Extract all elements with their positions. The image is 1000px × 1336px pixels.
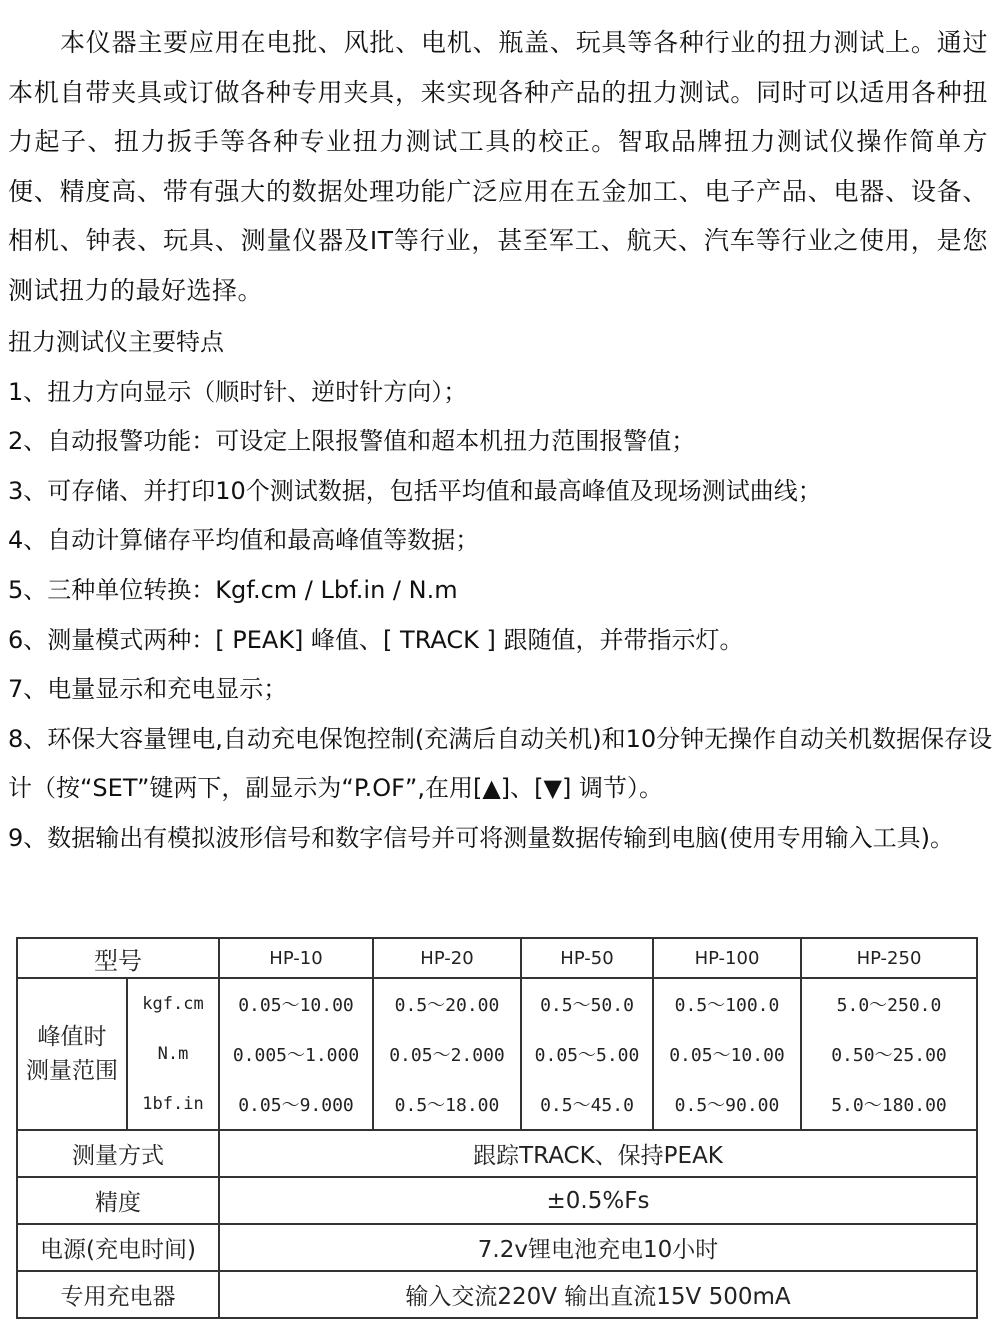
feature-item: 1、扭力方向显示（顺时针、逆时针方向）； [8,377,468,406]
feature-item: 9、数据输出有模拟波形信号和数字信号并可将测量数据传输到电脑(使用专用输入工具)。 [8,823,954,852]
range-value: 0.50～25.00 [801,1029,977,1079]
range-value: 0.5～50.0 [521,978,653,1029]
spec-label: 电源(充电时间) [17,1224,219,1271]
feature-item: 2、自动报警功能：可设定上限报警值和超本机扭力范围报警值； [8,427,696,456]
range-value: 5.0～180.00 [801,1079,977,1130]
feature-item: 5、三种单位转换：Kgf.cm / Lbf.in / N.m [8,575,458,604]
model-cell: HP-20 [373,938,521,978]
spec-value: 7.2v锂电池充电10小时 [219,1224,977,1271]
model-cell: HP-250 [801,938,977,978]
spec-table [16,937,978,1319]
unit-cell: N.m [127,1029,219,1079]
range-value: 0.05～10.00 [653,1029,801,1079]
range-row [17,1029,977,1079]
range-value: 0.5～90.00 [653,1079,801,1130]
spec-row [17,1271,977,1318]
spec-label: 专用充电器 [17,1271,219,1318]
spec-row [17,1224,977,1271]
model-cell: HP-50 [521,938,653,978]
feature-item: 6、测量模式两种：[ PEAK] 峰值、[ TRACK ] 跟随值，并带指示灯。 [8,625,744,654]
spec-row [17,1177,977,1224]
range-value: 0.05～9.000 [219,1079,373,1130]
range-label [17,978,127,1130]
spec-value: 输入交流220V 输出直流15V 500mA [219,1271,977,1318]
spec-value: 跟踪TRACK、保持PEAK [219,1130,977,1177]
range-label-line: 峰值时 [37,1024,107,1050]
feature-item: 3、可存储、并打印10个测试数据，包括平均值和最高峰值及现场测试曲线； [8,476,822,505]
features-heading: 扭力测试仪主要特点 [8,328,224,356]
range-value: 0.05～10.00 [219,978,373,1029]
features-section [8,318,993,864]
range-value: 0.005～1.000 [219,1029,373,1079]
unit-cell: 1bf.in [127,1079,219,1130]
range-value: 0.5～18.00 [373,1079,521,1130]
range-value: 0.5～100.0 [653,978,801,1029]
spec-label: 测量方式 [17,1130,219,1177]
intro-paragraph: 本仪器主要应用在电批、风批、电机、瓶盖、玩具等各种行业的扭力测试上。通过本机自带夹具或订做各种专用夹具，来实现各种产品的扭力测试。同时可以适用各种扭力起子、扭力扳手等各种专业扭力测试工具的校正。智取品牌扭力测试仪操作简单方便、精度高、带有强大的数据处理功能广泛应用在五金加工、电子产品、电器、设备、相机、钟表、玩具、测量仪器及IT等行业，甚至军工、航天、汽车等行业之使用，是您测试扭力的最好选择。 [8,28,988,305]
model-cell: HP-100 [653,938,801,978]
range-value: 0.05～5.00 [521,1029,653,1079]
model-label: 型号 [17,938,219,978]
range-label-line: 测量范围 [26,1058,118,1084]
table-header-row [17,938,977,978]
range-value: 0.5～45.0 [521,1079,653,1130]
feature-item: 8、环保大容量锂电,自动充电保饱控制(充满后自动关机)和10分钟无操作自动关机数据保存设计（按“SET”键两下，副显示为“P.OF”,在用[▲]、[▼] 调节）。 [8,724,993,803]
spec-label: 精度 [17,1177,219,1224]
feature-item: 4、自动计算储存平均值和最高峰值等数据； [8,526,480,555]
range-value: 5.0～250.0 [801,978,977,1029]
range-row [17,1079,977,1130]
model-cell: HP-10 [219,938,373,978]
spec-value: ±0.5%Fs [219,1177,977,1224]
feature-item: 7、电量显示和充电显示； [8,675,288,704]
range-value: 0.5～20.00 [373,978,521,1029]
spec-row [17,1130,977,1177]
range-row [17,978,977,1029]
unit-cell: kgf.cm [127,978,219,1029]
range-value: 0.05～2.000 [373,1029,521,1079]
